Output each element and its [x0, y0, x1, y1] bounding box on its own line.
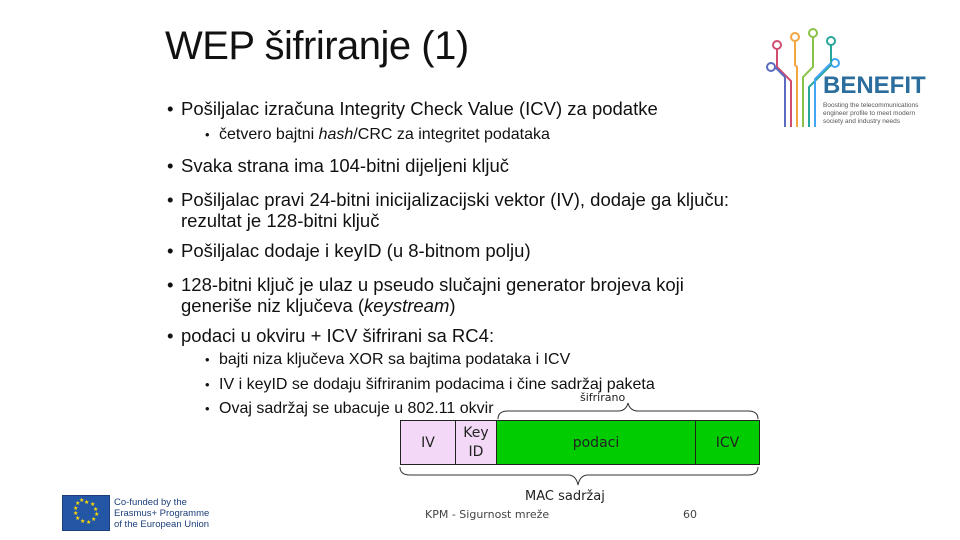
svg-text:★: ★ — [80, 518, 86, 525]
bullet-iv: • Pošiljalac pravi 24-bitni inicijalizacijski vektor (IV), dodaje ga ključu: rezultat je 128-bitni ključ — [167, 189, 730, 231]
bullet-rc4: • podaci u okviru + ICV šifrirani sa RC4: — [167, 325, 495, 346]
svg-text:★: ★ — [91, 516, 97, 523]
svg-text:society and industry needs: society and industry needs — [823, 118, 900, 125]
bullet-dot-icon: • — [205, 401, 210, 416]
eu-cofunded-logo: ★ ★ ★ ★ ★ ★ ★ ★ ★ ★ ★ ★ Co-funded by the Erasmus+ Programme of the European Union — [62, 495, 232, 531]
sub-bullet-xor: • bajti niza ključeva XOR sa bajtima podataka i ICV — [205, 351, 571, 368]
bullet-dot-icon: • — [167, 155, 174, 176]
svg-text:★: ★ — [84, 499, 90, 506]
bullet-dot-icon: • — [167, 240, 174, 261]
mac-content-label: MAC sadržaj — [525, 489, 605, 504]
svg-text:★: ★ — [75, 515, 81, 522]
frame-iv-field: IV — [400, 420, 456, 465]
bullet-dot-icon: • — [167, 98, 174, 119]
benefit-logo — [765, 27, 945, 133]
svg-text:★: ★ — [90, 501, 96, 508]
bullet-dot-icon: • — [205, 352, 210, 367]
logo-wordmark: BENEFIT — [823, 72, 926, 99]
encrypted-brace — [490, 401, 765, 421]
bullet-icv: • Pošiljalac izračuna Integrity Check Value (ICV) za podatke — [167, 98, 658, 119]
bullet-prng: • 128-bitni ključ je ulaz u pseudo slučajni generator brojeva koji generiše niz ključeva (keystream) — [167, 274, 684, 316]
slide-title: WEP šifriranje (1) — [165, 24, 469, 68]
svg-text:★: ★ — [86, 519, 92, 526]
bullet-dot-icon: • — [167, 325, 174, 346]
page-number: 60 — [683, 508, 697, 521]
svg-text:Boosting the telecommunication: Boosting the telecommunications — [823, 102, 919, 109]
bullet-key: • Svaka strana ima 104-bitni dijeljeni ključ — [167, 155, 510, 176]
circuit-tree-icon — [765, 27, 945, 133]
bullet-dot-icon: • — [205, 377, 210, 392]
svg-text:engineer profile to meet moder: engineer profile to meet modern — [823, 110, 916, 117]
eu-flag-icon — [62, 495, 110, 531]
svg-text:★: ★ — [75, 500, 81, 507]
bullet-dot-icon: • — [205, 127, 210, 142]
sub-bullet-packet: • IV i keyID se dodaju šifriranim podacima i čine sadržaj paketa — [205, 376, 655, 393]
frame-data-field: podaci — [496, 420, 696, 465]
encrypted-label: šifrirano — [580, 391, 626, 404]
frame-keyid-field: Key ID — [455, 420, 497, 465]
svg-text:★: ★ — [93, 506, 99, 513]
svg-text:★: ★ — [79, 497, 85, 504]
svg-text:★: ★ — [94, 511, 100, 518]
bullet-keyid: • Pošiljalac dodaje i keyID (u 8-bitnom polju) — [167, 240, 531, 261]
bullet-dot-icon: • — [167, 189, 174, 210]
sub-bullet-frame: • Ovaj sadržaj se ubacuje u 802.11 okvir — [205, 400, 494, 417]
frame-icv-field: ICV — [695, 420, 760, 465]
svg-text:★: ★ — [73, 505, 79, 512]
svg-text:★: ★ — [73, 510, 79, 517]
bullet-dot-icon: • — [167, 274, 174, 295]
mac-brace — [396, 465, 766, 487]
footer-course: KPM - Sigurnost mreže — [425, 508, 550, 521]
sub-bullet-hash: • četvero bajtni hash/CRC za integritet podataka — [205, 126, 550, 143]
